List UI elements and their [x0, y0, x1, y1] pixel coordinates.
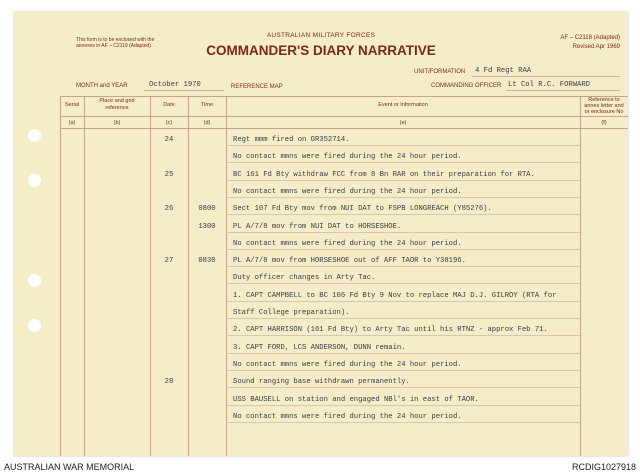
- entry-text: No contact mmns were fired during the 24 hour period.: [233, 412, 462, 421]
- footer-source: AUSTRALIAN WAR MEMORIAL: [4, 462, 135, 472]
- co-underline: [506, 90, 620, 91]
- row-rule: [226, 387, 580, 388]
- entry-text: 1. CAPT CAMPBELL to BC 106 Fd Bty 9 Nov to replace MAJ D.J. GILROY (RTA for: [233, 291, 557, 300]
- footer-id: RCDIG1027918: [571, 462, 636, 472]
- punch-hole: [28, 274, 41, 287]
- form-note-line2: annexes in AF – C2119 (Adapted): [76, 43, 151, 49]
- entry-text: Sound ranging base withdrawn permanently.: [233, 378, 410, 387]
- col-header-place-1: Place and grid: [99, 98, 135, 104]
- entry-text: 3. CAPT FORD, LCS ANDERSON, DUNN remain.: [233, 343, 406, 352]
- col-letter-f: (f): [601, 120, 607, 126]
- punch-hole: [28, 319, 41, 332]
- row-rule: [226, 197, 580, 198]
- col-letter-a: (a): [68, 120, 76, 126]
- entry-text: No contact mmns were fired during the 24 hour period.: [233, 187, 462, 196]
- entry-date: 28: [164, 378, 174, 387]
- row-rule: [226, 422, 580, 423]
- entry-text: No contact mmns were fired during the 24 hour period.: [233, 239, 462, 248]
- row-rule: [226, 266, 580, 267]
- col-letter-c: (c): [165, 120, 173, 126]
- revised-date: Revised Apr 1969: [572, 44, 620, 50]
- col-header-serial: Serial: [64, 102, 80, 108]
- row-rule: [226, 283, 580, 284]
- row-rule: [226, 318, 580, 319]
- co-label: COMMANDING OFFICER: [431, 83, 502, 89]
- entry-text: Sect 107 Fd Bty mov from NUI DAT to FSPB LONGREACH (Y85276).: [233, 205, 492, 214]
- entry-text: Regt mmm fired on GR352714.: [233, 136, 350, 144]
- col-letter-e: (e): [399, 120, 407, 126]
- col-letter-b: (b): [113, 120, 121, 126]
- unit-label: UNIT/FORMATION: [414, 69, 466, 75]
- entry-date: 25: [164, 170, 174, 179]
- entry-text: No contact mmns were fired during the 24 hour period.: [233, 153, 462, 162]
- row-rule: [226, 180, 580, 181]
- row-rule: [226, 162, 580, 163]
- col-header-reference-1: Reference to: [588, 97, 620, 103]
- row-rule: [226, 353, 580, 354]
- entry-date: 24: [164, 136, 174, 144]
- entry-date: 26: [164, 205, 174, 214]
- form-code: AF – C2118 (Adapted): [560, 35, 620, 41]
- entry-text: No contact mmns were fired during the 24 hour period.: [233, 360, 462, 369]
- col-header-reference-2: annex letter and: [584, 103, 624, 109]
- row-rule: [226, 335, 580, 336]
- entry-text: BC 161 Fd Bty withdraw FCC from 8 Bn RAR on their preparation for RTA.: [233, 170, 535, 179]
- form-title: COMMANDER'S DIARY NARRATIVE: [206, 43, 436, 58]
- punch-hole: [28, 174, 41, 187]
- entry-time: 1300: [198, 222, 216, 231]
- entry-text: Duty officer changes in Arty Tac.: [233, 274, 376, 283]
- col-header-date: Date: [163, 102, 175, 108]
- col-header-reference-3: or enclosure No: [584, 109, 624, 115]
- unit-value: 4 Fd Regt RAA: [475, 67, 532, 75]
- row-rule: [226, 405, 580, 406]
- entry-time: 0800: [198, 205, 216, 214]
- row-rule: [226, 249, 580, 250]
- form-note-line1: This form is to be enclosed with the: [76, 37, 155, 43]
- row-rule: [226, 301, 580, 302]
- co-value: Lt Col R.C. FORWARD: [508, 81, 590, 89]
- month-value: October 1970: [149, 81, 201, 89]
- month-label: MONTH and YEAR: [76, 83, 128, 89]
- entry-text: PL A/7/8 mov from HORSESHOE out of AFF TAOR to Y38196.: [233, 257, 466, 266]
- entry-date: 27: [164, 257, 174, 266]
- reference-map-label: REFERENCE MAP: [231, 84, 283, 90]
- row-rule: [226, 232, 580, 233]
- col-header-place-2: reference: [105, 105, 129, 111]
- entry-text: Staff College preparation).: [233, 309, 350, 317]
- month-underline: [144, 90, 224, 91]
- unit-underline: [472, 76, 620, 77]
- entry-time: 0830: [198, 257, 216, 266]
- row-rule: [226, 370, 580, 371]
- entry-text: USS BAUSELL on station and engaged NBl's in east of TAOR.: [233, 395, 479, 404]
- diary-sheet: [14, 12, 628, 456]
- org-name: AUSTRALIAN MILITARY FORCES: [266, 32, 376, 39]
- entry-text: 2. CAPT HARRISON (161 Fd Bty) to Arty Tac until his RTNZ - approx Feb 71.: [233, 326, 548, 335]
- col-letter-d: (d): [203, 120, 211, 126]
- row-rule: [226, 145, 580, 146]
- col-header-event: Event or Information: [378, 102, 428, 108]
- col-header-time: Time: [200, 102, 214, 108]
- row-rule: [226, 214, 580, 215]
- punch-hole: [28, 129, 41, 142]
- entry-text: PL A/7/8 mov from NUI DAT to HORSESHOE.: [233, 222, 402, 231]
